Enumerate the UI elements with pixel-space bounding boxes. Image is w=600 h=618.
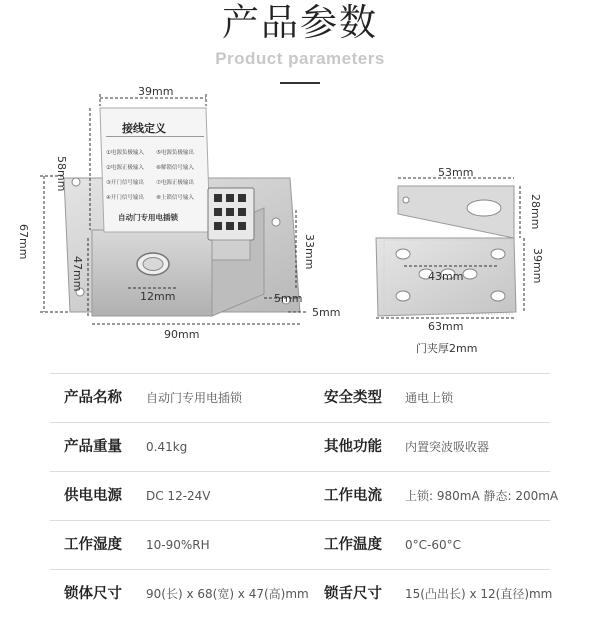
spec-label: 供电电源 — [64, 488, 122, 504]
page-title: 产品参数 — [222, 1, 378, 44]
spec-value: 10-90%RH — [146, 538, 210, 552]
dim-tab-b: 5mm — [312, 306, 341, 319]
spec-value: 90(长) x 68(宽) x 47(高)mm — [146, 587, 309, 601]
spec-label: 工作湿度 — [64, 537, 122, 553]
spec-label: 工作温度 — [324, 537, 382, 553]
bracket-body — [376, 186, 516, 316]
spec-value: 上锁: 980mA 静态: 200mA — [405, 489, 559, 503]
spec-value: 内置突波吸收器 — [405, 440, 490, 454]
terminals-right — [156, 146, 194, 206]
spec-value: 0.41kg — [146, 440, 188, 454]
spec-value: 15(凸出长) x 12(直径)mm — [405, 587, 553, 601]
dim-body-height: 58mm — [55, 156, 68, 192]
dim-bracket-hole-span: 43mm — [428, 270, 464, 283]
title-underline — [280, 82, 320, 84]
spec-label: 工作电流 — [324, 488, 382, 504]
spec-value: 通电上锁 — [405, 391, 454, 405]
terminal-label: ④开门信号输出 — [106, 195, 144, 201]
table-row — [50, 422, 550, 471]
lock-body — [64, 108, 303, 316]
label-plate-rule — [106, 136, 204, 137]
table-row — [50, 373, 550, 422]
label-plate-title: 接线定义 — [122, 122, 166, 135]
table-row — [50, 471, 559, 520]
dim-tab-a: 5mm — [274, 292, 303, 305]
dim-front-height: 47mm — [71, 256, 84, 292]
spec-table — [50, 373, 559, 618]
table-row — [50, 520, 550, 569]
product-figure — [0, 85, 600, 360]
spec-label: 锁舌尺寸 — [324, 586, 382, 602]
dim-bracket-bottom: 63mm — [428, 320, 464, 333]
label-plate-footer: 自动门专用电插锁 — [118, 213, 178, 222]
product-illustration — [0, 90, 600, 360]
dim-hole: 12mm — [140, 290, 176, 303]
spec-value: DC 12-24V — [146, 489, 211, 503]
spec-label: 锁体尺寸 — [64, 586, 122, 602]
spec-label: 其他功能 — [324, 439, 382, 455]
dim-total-height: 67mm — [17, 224, 30, 260]
spec-label: 产品重量 — [64, 439, 122, 455]
dim-bracket-right-top: 28mm — [529, 194, 542, 230]
dim-bracket-right-bottom: 39mm — [531, 248, 544, 284]
dim-top-width: 39mm — [138, 85, 174, 98]
terminal-label: ⑥解锁信号输入 — [156, 165, 194, 171]
dim-bracket-top: 53mm — [438, 166, 474, 179]
dim-right-height: 33mm — [303, 234, 316, 270]
terminal-label: ⑧上锁信号输入 — [156, 195, 194, 201]
terminal-label: ②电源正极输入 — [106, 165, 144, 171]
dim-total-width: 90mm — [164, 328, 200, 341]
terminal-label: ①电源负极输入 — [106, 150, 144, 156]
table-row — [50, 569, 553, 618]
spec-label: 安全类型 — [324, 390, 382, 406]
spec-label: 产品名称 — [64, 390, 122, 406]
terminal-label: ⑤电源负极输出 — [156, 150, 194, 156]
terminals-left — [106, 146, 144, 206]
terminal-label: ⑦电源正极输出 — [156, 180, 194, 186]
page-subtitle: Product parameters — [215, 49, 385, 68]
terminal-label: ③开门信号输出 — [106, 180, 144, 186]
spec-value: 0°C-60°C — [405, 538, 461, 552]
spec-value: 自动门专用电插锁 — [146, 391, 243, 405]
bracket-note: 门夹厚2mm — [416, 342, 478, 355]
